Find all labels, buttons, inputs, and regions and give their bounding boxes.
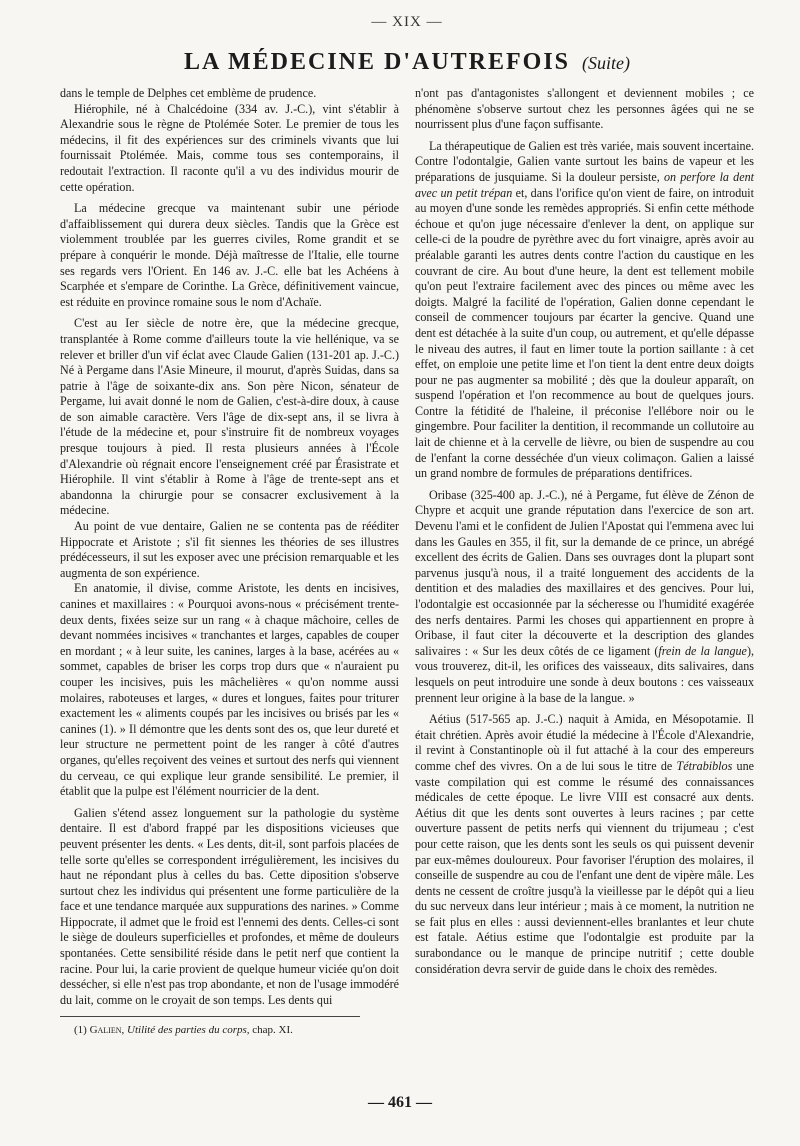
text-run: Aétius (517-565 ap. J.-C.) naquit à Amida, en Mésopotamie. Il était chrétien. Après avoir étudié la médecine à l'École d'Alexandrie, il revint à Constantinople où il fut attaché à la cour des empereurs comme chef des vivres. On a de lui sous le titre de bbox=[415, 712, 754, 773]
page-roman-numeral: — XIX — bbox=[371, 14, 443, 30]
paragraph bbox=[415, 139, 754, 482]
footnote-author: Galien, bbox=[89, 1024, 125, 1037]
page-title: LA MÉDECINE D'AUTREFOIS bbox=[183, 49, 571, 75]
emphasis: frein de la langue bbox=[658, 643, 747, 658]
footnote-number: (1) bbox=[74, 1024, 87, 1037]
text-run: La thérapeutique de Galien est très variée, mais souvent incertaine. Contre l'odontalgie, Galien vante surtout les bains de vapeur et les préparations de jusquiame. Si la douleur persiste, bbox=[415, 138, 754, 184]
paragraph: Hiérophile, né à Chalcédoine (334 av. J.-C.), vint s'établir à Alexandrie sous le règne de Ptolémée Soter. Le premier de tous les médecins, il fit des expériences sur des criminels vivants que lui fournissait Ptolémée. Mais, comme tous ses contemporains, il redoutait l'extraction. Il raconte qu'il a vu des individus mourir de cette opération. bbox=[60, 101, 399, 194]
paragraph: La médecine grecque va maintenant subir une période d'affaiblissement qui durera deux siècles. Tandis que la Grèce est violemment troublée par les guerres civiles, Rome grandit et se prépare à conquérir le monde. Déjà maîtresse de l'Italie, elle tourne ses regards vers l'Orient. En 146 av. J.-C. elle bat les Achéens à Scarphée et s'empare de Corinthe. La Grèce, définitivement vaincue, est réduite en province romaine sous le nom d'Achaïe. bbox=[60, 201, 399, 309]
paragraph: Au point de vue dentaire, Galien ne se contenta pas de rééditer Hippocrate et Aristote ; s'il fit siennes les théories de ses illustres prédécesseurs, il sut les exposer avec une précision remarquable et les augmenta de son expérience. bbox=[60, 519, 399, 580]
paragraph: Galien s'étend assez longuement sur la pathologie du système dentaire. Il est d'abord frappé par les dispositions vicieuses que peuvent présenter les dents. « Les dents, dit-il, sont parfois placées de telle sorte qu'elles se correspondent irrégulièrement, les incisives du haut ne répondant plus à celles du bas. Cette diposition s'observe surtout chez les individus qui présentent une forme particulière de la face et une tendance marquée aux suppurations des narines. » Comme Hippocrate, il admet que le froid est l'ennemi des dents. Celles-ci sont le siège de douleurs superficielles et profondes, et même de douleurs spontanées. Cette sensibilité réside dans le petit nerf que contient la racine. Pour lui, la carie provient de quelque humeur viciée qu'on doit dessécher, si elle n'est pas trop abondante, et non de l'usage immodéré du lait, comme on le croyait de son temps. Les dents qui bbox=[60, 805, 399, 1007]
footnote-work: Utilité des parties du corps, bbox=[127, 1024, 250, 1037]
footnote bbox=[60, 1023, 399, 1037]
text-run: ), vous trouverez, dit-il, les orifices des vaisseaux, dits salivaires, dans lesquels on peut introduire une sonde à deux boutons : ces vaisseaux prennent leur origine à la base de la langue. » bbox=[415, 643, 754, 705]
text-run: Oribase (325-400 ap. J.-C.), né à Pergame, fut élève de Zénon de Chypre et acquit une grande réputation dans l'exercice de son art. Devenu l'ami et le confident de Julien l'Apostat qui l'emmena avec lui dans les Gaules en 355, il fit, sur la demande de ce prince, un abrégé excellent des écrits de Galien. Dans ses ouvrages dont la plupart sont parvenus jusqu'à nous, il a traité longuement des accidents de la dentition et des maladies des maxillaires et des gencives. Pour lui, l'odontalgie est occasionnée par la sécheresse ou l'humidité exagérée des nerfs dentaires. Parmi les choses qui appartiennent en propre à Oribase, il faut citer la découverte et la description des glandes salivaires : « Sur les deux côtés de ce ligament ( bbox=[415, 487, 754, 658]
paragraph: C'est au Ier siècle de notre ère, que la médecine grecque, transplantée à Rome comme d'ailleurs toute la vie hellénique, va se relever et briller d'un vif éclat avec Claude Galien (131-201 ap. J.-C.) Né à Pergame dans l'Asie Mineure, il mourut, d'après Suidas, dans sa patrie à l'âge de soixante-dix ans. Son père Nicon, sénateur de Pergame, lui avait donné le nom de Galien, c'est-à-dire doux, à cause de son aimable caractère. Vers l'âge de dix-sept ans, il se livra à l'étude de la médecine et, pour s'instruire fit de nombreux voyages presque toujours à pied. Il resta plusieurs années à l'École d'Alexandrie où régnait encore l'enseignement créé par Érasistrate et Hiérophile. Il vint s'établir à Rome à l'âge de trente-sept ans et abandonna la chirurgie pour se consacrer exclusivement à la médecine. bbox=[60, 316, 399, 518]
paragraph: En anatomie, il divise, comme Aristote, les dents en incisives, canines et maxillaires : « Pourquoi avons-nous « précisément trente-deux dents, fixées seize sur un rang « à chaque mâchoire, celles de devant nommées incisives « tranchantes et larges, capables de couper en mordant ; « à leur suite, les canines, larges à la base, acérées au « sommet, capables de briser les corps trop durs que « n'auraient pu couper les incisives, puis les mâchelières « qu'on nomme aussi molaires, raboteuses et larges, « dures et longues, faites pour triturer exactement les « aliments coupés par les incisives ou brisés par les « canines (1). » Il démontre que les dents sont des os, que leur dureté et leur structure ne permettent point de les ranger à côté d'autres organes, qu'elles reçoivent des veines et surtout des nerfs qui viennent du cerveau, ce qui explique leur grande sensibilité. Le premier, il établit que la pulpe est l'élément nourricier de la dent. bbox=[60, 581, 399, 799]
paragraph: n'ont pas d'antagonistes s'allongent et deviennent mobiles ; ce phénomène s'observe surtout chez les personnes âgées qui ne se nourrissent plus d'une façon suffisante. bbox=[415, 86, 754, 132]
footnote-divider bbox=[60, 1016, 360, 1017]
paragraph: dans le temple de Delphes cet emblème de prudence. bbox=[60, 86, 317, 100]
title-suffix: (Suite) bbox=[582, 53, 631, 73]
page-number: — 461 — bbox=[368, 1094, 432, 1111]
emphasis: on perfore la dent avec un petit trépan bbox=[415, 169, 754, 200]
paragraph bbox=[415, 712, 754, 977]
text-run: une vaste compilation qui est comme le résumé des connaissances médicales de cette époque. Le livre VIII est consacré aux dents. Aétius dit que les dents sont ouvertes à leurs racines ; par cette ouverture passent de petits nerfs qui viennent du trijumeau ; c'est pour cette raison, que les dents sont les seuls os qui puissent devenir par eux-mêmes douloureux. Pour favoriser l'éruption des molaires, il conseille de suspendre au cou de l'enfant une dent de vipère mâle. Les dents ne cessent de croître jusqu'à la vieillesse par le dépôt qui a lieu du suc nerveux dans leur intérieur ; mais à ce moment, la nutrition ne se fait plus en elles : aussi deviennent-elles branlantes et leur chute est fatale. Aétius estime que l'odontalgie est produite par la surabondance ou le manque de principe nutritif ; cette double considération devra servir de guide dans le choix des remèdes. bbox=[415, 758, 754, 976]
title-row bbox=[60, 49, 754, 76]
text-run: et, dans l'orifice qu'on vient de faire, on introduit au moyen d'une sonde les remèdes appropriés. Si enfin cette méthode échoue et qu'on juge nécessaire d'enlever la dent, on applique sur celle-ci de la poudre de pyrèthre avec du fort vinaigre, après avoir au préalable garanti les autres dents contre l'action du caustique en les couvrant de cire. Au bout d'une heure, la dent est tellement mobile qu'on peut l'extraire facilement avec des pinces ou même avec les doigts. Malgré la facilité de l'opération, Galien donne cependant le conseil de commencer toujours par écarter la gencive. Quand une dent est détachée à la suite d'un coup, ou autrement, et qu'elle dépasse le niveau des autres, il faut en limer toute la portion saillante : à cet effet, on emploie une petite lime et l'on tient la dent entre deux doigts pour ne pas augmenter sa mobilité ; dès que la douleur apparaît, on suspend l'opération et l'on recommence au bout de quelques jours. Contre la fétidité de l'haleine, il préconise l'ellébore noir ou le gingembre. Pour faciliter la dentition, il recommande un collutoire au lait de chienne et à la cervelle de lièvre, ou bien de suspendre au cou de l'enfant la corne desséchée d'un vieux colimaçon. Galien a laissé un grand nombre de formules de préparations dentifrices. bbox=[415, 185, 755, 481]
emphasis: Tétrabiblos bbox=[676, 758, 733, 773]
left-column bbox=[60, 86, 399, 1037]
paragraph bbox=[415, 488, 754, 706]
footnote-chapter: chap. XI. bbox=[252, 1024, 293, 1037]
right-column bbox=[415, 86, 754, 1037]
text-columns bbox=[60, 86, 754, 1037]
